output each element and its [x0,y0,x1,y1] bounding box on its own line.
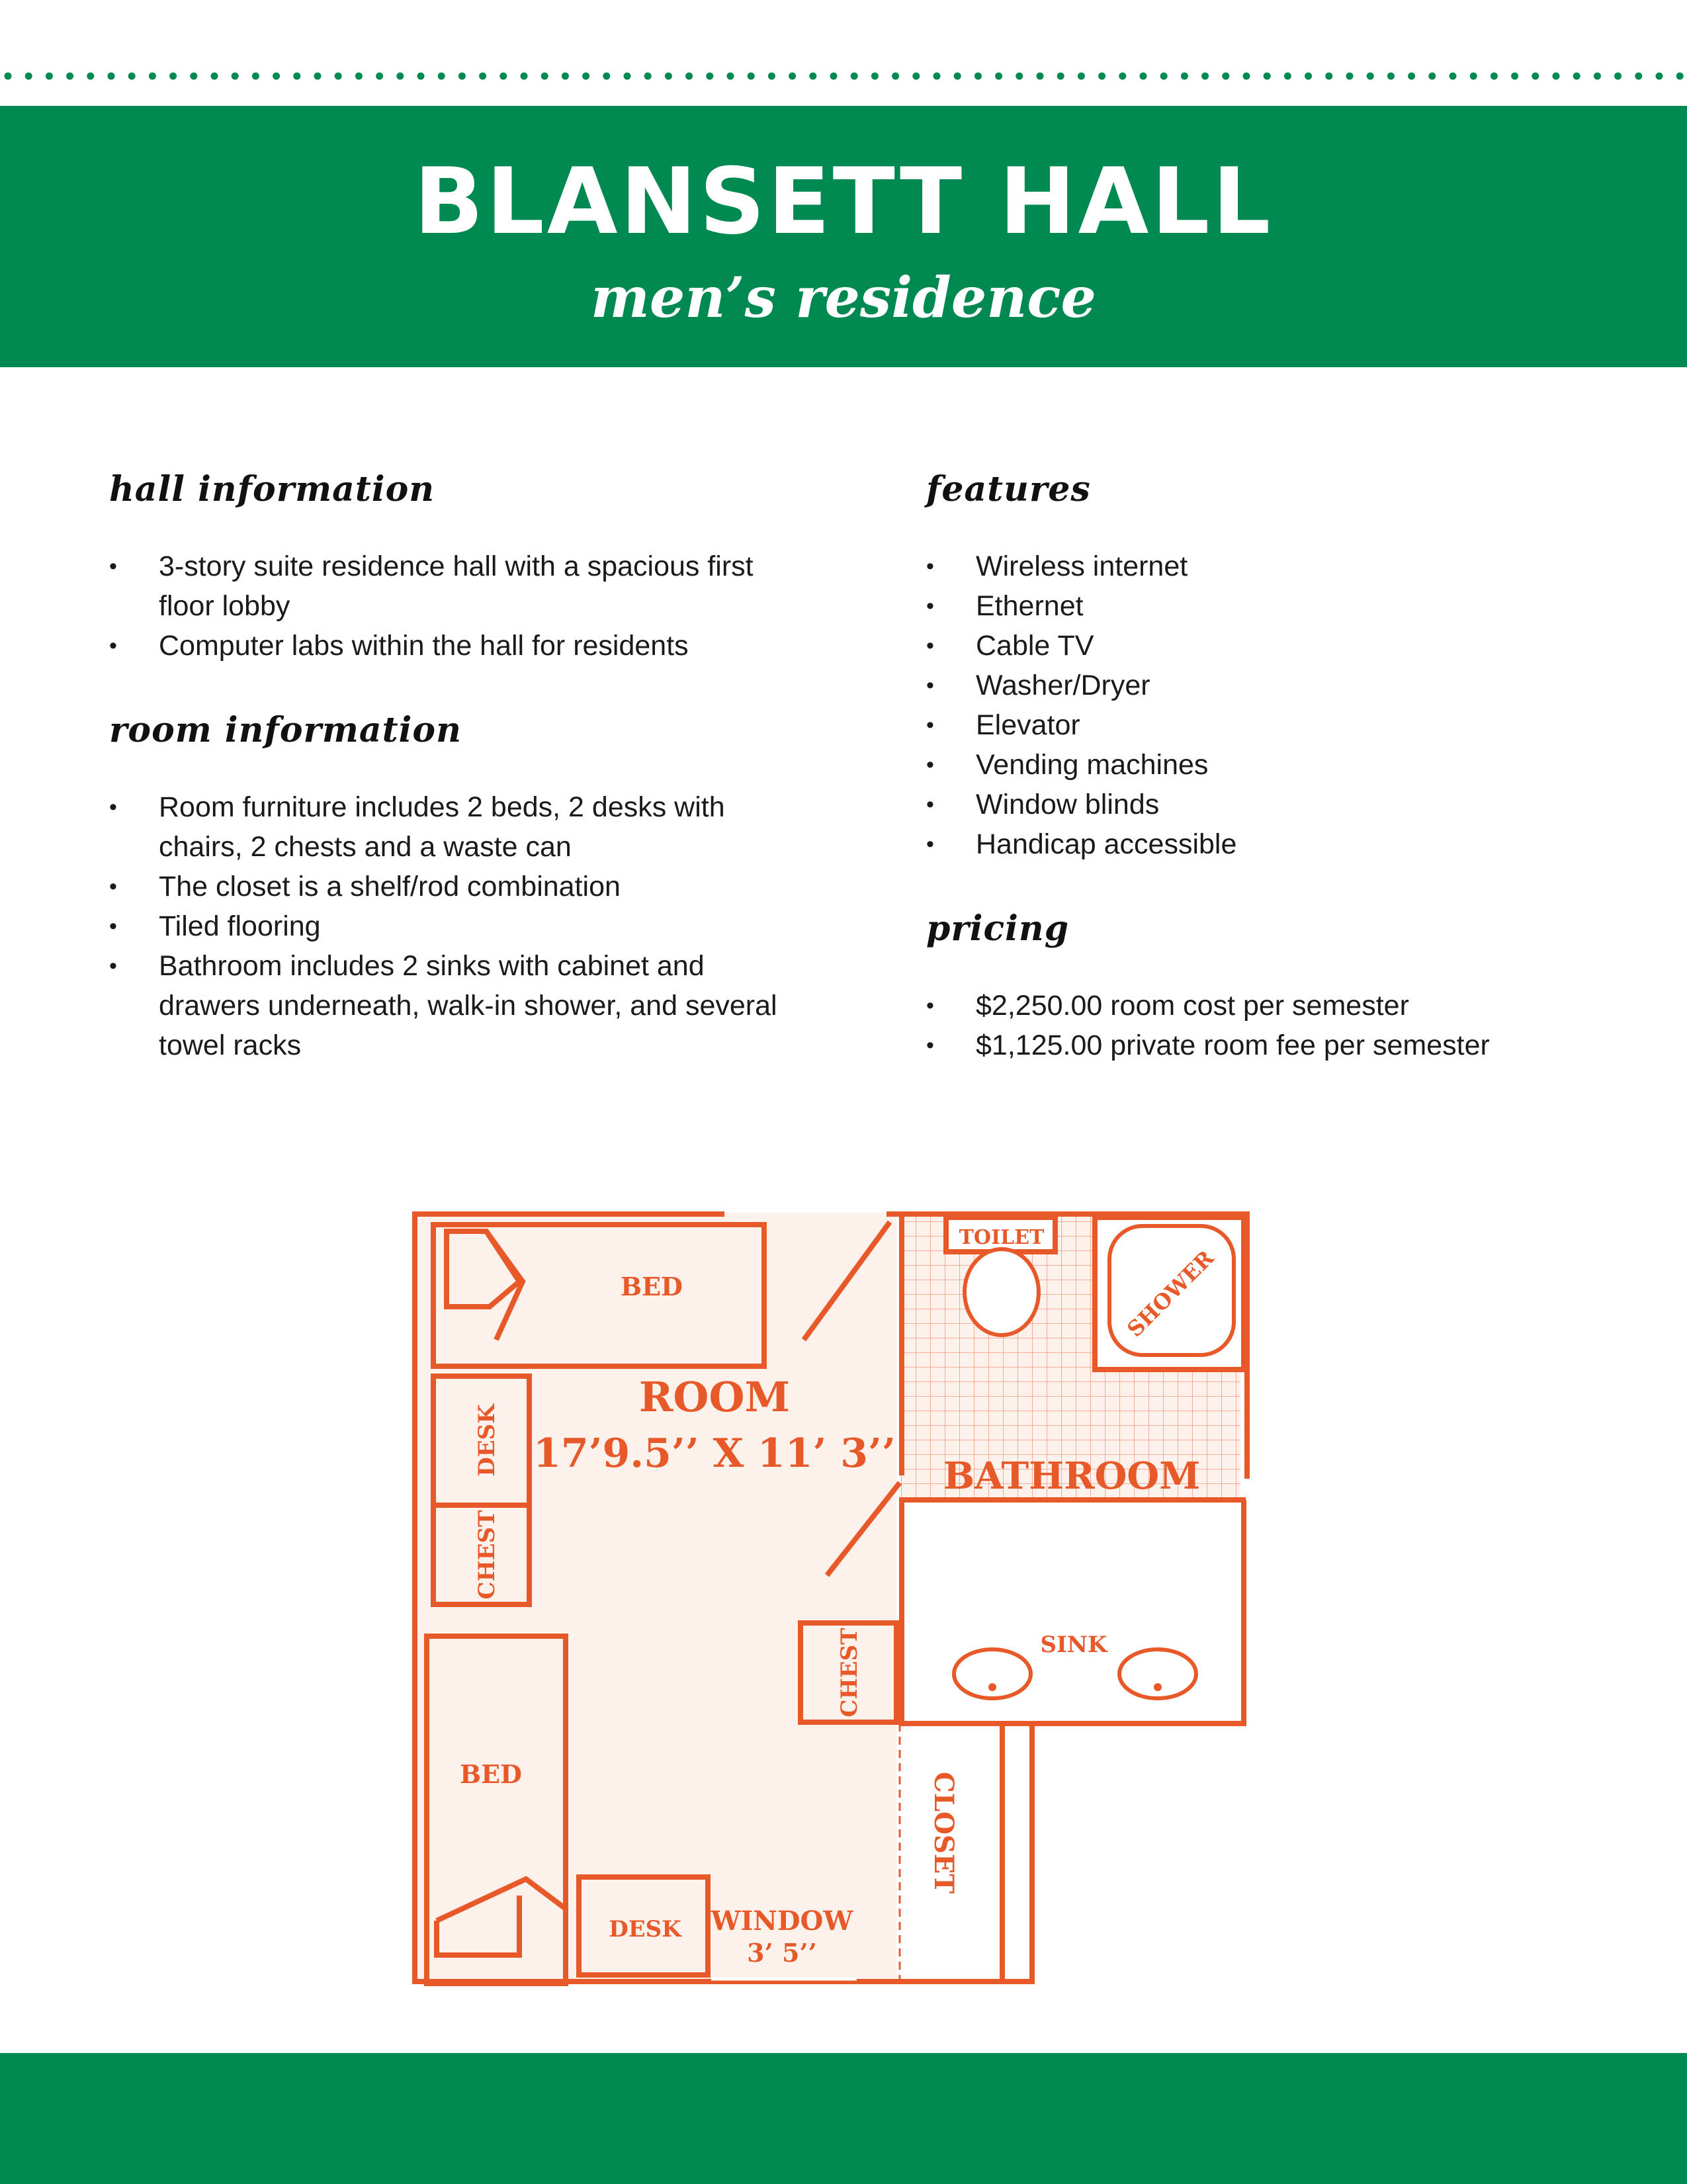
divider-dot [851,73,858,80]
chest-left-label: CHEST [474,1510,500,1600]
divider-dot [871,73,879,80]
divider-dot [396,73,404,80]
divider-dot [954,73,961,80]
divider-dot [1325,73,1332,80]
divider-dot [232,73,239,80]
list-item: • Bathroom includes 2 sinks with cabinet and drawers underneath, walk-in shower, and several towel racks [109,946,784,1065]
features-list [926,546,1601,864]
divider-dot [809,73,816,80]
bathroom-label: BATHROOM [943,1454,1201,1498]
divider-dot [1057,73,1064,80]
divider-dot [46,73,53,80]
divider-dot [1387,73,1395,80]
divider-dot [1656,73,1663,80]
list-item: • Handicap accessible [926,824,1601,864]
room-information-heading: room information [109,710,462,750]
divider-dot [562,73,569,80]
list-item: • Computer labs within the hall for residents [109,626,784,666]
toilet-label: TOILET [959,1226,1045,1249]
divider-dot [273,73,280,80]
right-column [926,463,1601,1065]
divider-dot [1491,73,1498,80]
divider-dot [974,73,982,80]
closet-label: CLOSET [928,1772,959,1894]
shower-label: SHOWER [1122,1245,1219,1342]
divider-dot [1305,73,1312,80]
divider-dot [1243,73,1250,80]
divider-dot [1119,73,1126,80]
list-item: • $2,250.00 room cost per semester [926,986,1601,1026]
divider-dot [933,73,941,80]
divider-dot [87,73,94,80]
sink-right-drain [1154,1683,1162,1691]
divider-dot [603,73,610,80]
dotted-divider [0,66,1687,86]
sink-left-drain [988,1683,996,1691]
divider-dot [892,73,899,80]
bed-bottom-label: BED [459,1759,523,1789]
divider-dot [1016,73,1023,80]
window-size-label: 3’ 5’’ [747,1938,817,1968]
list-item: • Wireless internet [926,546,1601,586]
divider-dot [293,73,300,80]
divider-dot [1367,73,1374,80]
divider-dot [108,73,115,80]
divider-dot [768,73,775,80]
divider-dot [5,73,12,80]
window-label: WINDOW [711,1905,853,1937]
divider-dot [1264,73,1271,80]
divider-dot [355,73,363,80]
list-item: • $1,125.00 private room fee per semester [926,1026,1601,1065]
list-item: • Washer/Dryer [926,666,1601,705]
divider-dot [912,73,920,80]
divider-dot [1181,73,1188,80]
divider-dot [727,73,734,80]
divider-dot [789,73,796,80]
divider-dot [1511,73,1518,80]
divider-dot [314,73,322,80]
list-item: • Room furniture includes 2 beds, 2 desks with chairs, 2 chests and a waste can [109,787,784,867]
list-item: • Vending machines [926,745,1601,785]
pricing-list [926,986,1601,1065]
page-subtitle: men’s residence [591,265,1096,330]
toilet-bowl [965,1249,1039,1335]
divider-dot [541,73,548,80]
room-size-label: 17’9.5’’ X 11’ 3’’ [533,1430,896,1477]
divider-dot [1201,73,1209,80]
pricing-heading: pricing [926,908,1070,949]
divider-dot [438,73,445,80]
divider-dot [1594,73,1601,80]
divider-dot [1408,73,1415,80]
divider-dot [66,73,73,80]
divider-dot [376,73,383,80]
list-item: • Ethernet [926,586,1601,626]
divider-dot [1553,73,1560,80]
divider-dot [1078,73,1085,80]
bed-top-label: BED [620,1272,683,1301]
divider-dot [25,73,32,80]
divider-dot [1428,73,1436,80]
room-information-list [109,787,784,1065]
left-column [109,463,784,1065]
divider-dot [169,73,177,80]
desk-top-label: DESK [474,1404,500,1477]
list-item: • Tiled flooring [109,906,784,946]
divider-dot [748,73,755,80]
list-item: • Cable TV [926,626,1601,666]
divider-dot [521,73,528,80]
divider-dot [995,73,1002,80]
divider-dot [1470,73,1477,80]
room-label: ROOM [638,1373,791,1421]
divider-dot [417,73,425,80]
divider-dot [665,73,672,80]
divider-dot [1140,73,1147,80]
divider-dot [706,73,713,80]
divider-dot [1284,73,1291,80]
divider-dot [128,73,136,80]
divider-dot [190,73,197,80]
list-item: • Window blinds [926,785,1601,824]
divider-dot [149,73,156,80]
page-title: BLANSETT HALL [413,148,1274,255]
list-item: • Elevator [926,705,1601,745]
divider-dot [1160,73,1168,80]
divider-dot [458,73,466,80]
desk-bottom-label: DESK [609,1916,681,1943]
divider-dot [1449,73,1457,80]
divider-dot [644,73,652,80]
divider-dot [335,73,342,80]
hall-information-list [109,546,784,666]
divider-dot [685,73,693,80]
divider-dot [1676,73,1684,80]
divider-dot [1573,73,1580,80]
hall-information-heading: hall information [109,469,435,509]
chest-right-label: CHEST [836,1628,863,1718]
list-item: • The closet is a shelf/rod combination [109,867,784,906]
divider-dot [1532,73,1539,80]
divider-dot [479,73,486,80]
divider-dot [582,73,589,80]
divider-dot [624,73,631,80]
floor-plan [407,1207,1260,1988]
divider-dot [499,73,507,80]
sink-label: SINK [1040,1632,1107,1658]
divider-dot [1635,73,1642,80]
divider-dot [1037,73,1044,80]
footer-banner [0,2053,1687,2184]
divider-dot [1222,73,1229,80]
divider-dot [1614,73,1622,80]
divider-dot [1346,73,1354,80]
divider-dot [211,73,218,80]
list-item: • 3-story suite residence hall with a spacious first floor lobby [109,546,784,626]
divider-dot [830,73,838,80]
divider-dot [1098,73,1105,80]
divider-dot [252,73,259,80]
features-heading: features [926,469,1091,509]
